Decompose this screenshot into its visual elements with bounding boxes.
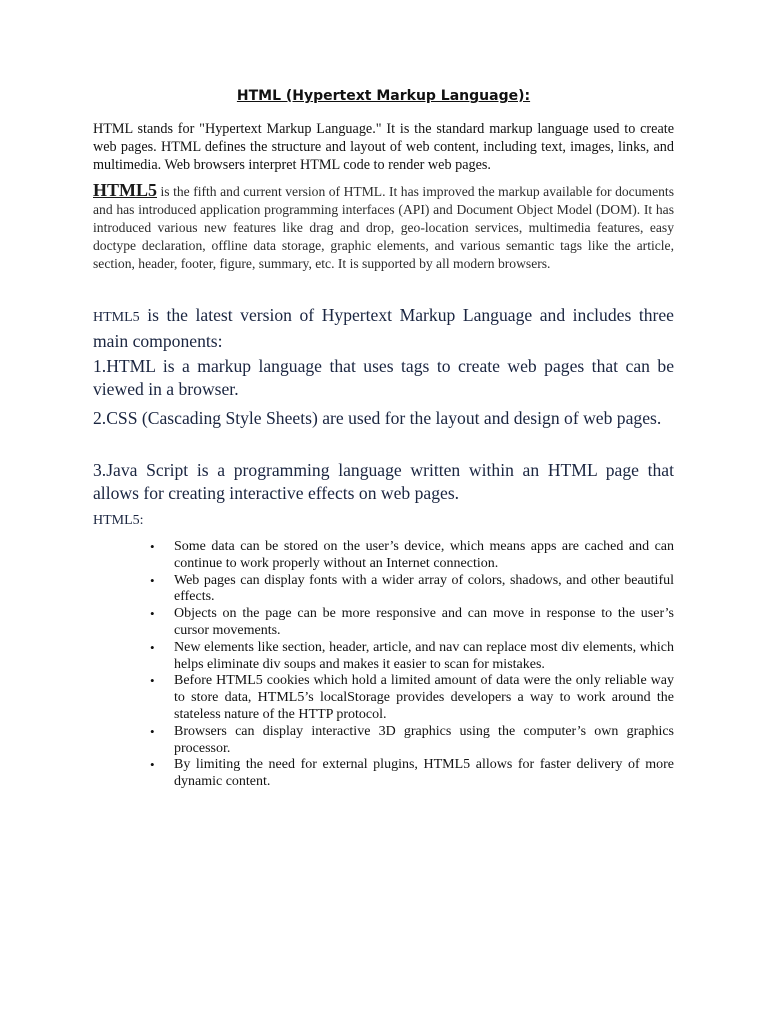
component-javascript-paragraph: 3.Java Script is a programming language written within an HTML page that allows for creating interactive effects on web pages. xyxy=(93,460,674,503)
bullet-icon: • xyxy=(150,606,155,622)
list-item-text: Objects on the page can be more responsive and can move in response to the user’s cursor movements. xyxy=(174,606,674,638)
list-item-text: New elements like section, header, article, and nav can replace most div elements, which helps eliminate div soups and makes it easier to scan for mistakes. xyxy=(174,639,674,672)
list-item xyxy=(93,673,674,723)
document-title: HTML (Hypertext Markup Language): xyxy=(236,88,531,104)
list-item-text: Some data can be stored on the user’s device, which means apps are cached and can continue to work properly without an Internet connection. xyxy=(174,539,674,571)
html5-label: HTML5: xyxy=(93,513,144,528)
list-item xyxy=(93,757,674,791)
list-item xyxy=(93,724,674,758)
latest-text: is the latest version of Hypertext Markup Language and includes three main components: xyxy=(93,305,674,351)
list-item-text: By limiting the need for external plugins, HTML5 allows for faster delivery of more dynamic content. xyxy=(174,757,674,790)
bullet-icon: • xyxy=(150,757,155,773)
bullet-icon: • xyxy=(150,723,155,739)
list-item xyxy=(93,640,674,674)
bullet-icon: • xyxy=(150,673,155,689)
component-css-paragraph: 2.CSS (Cascading Style Sheets) are used for the layout and design of web pages. xyxy=(93,408,662,428)
list-item xyxy=(93,606,674,640)
intro-paragraph: HTML stands for "Hypertext Markup Language." It is the standard markup language used to create web pages. HTML defines the structure and layout of web content, including text, images, links, and multimedia. Web browsers interpret HTML code to render web pages. xyxy=(93,121,674,173)
component-html-paragraph: 1.HTML is a markup language that uses tags to create web pages that can be viewed in a browser. xyxy=(93,356,674,399)
bullet-icon: • xyxy=(150,639,155,655)
latest-version-paragraph xyxy=(93,304,674,352)
document-page xyxy=(93,0,674,1024)
list-item-text: Web pages can display fonts with a wider array of colors, shadows, and other beautiful effects. xyxy=(174,572,674,605)
html5-description: is the fifth and current version of HTML. It has improved the markup available for documents and has introduced application programming interfaces (API) and Document Object Model (DOM). It has introduced various new features like drag and drop, geo-location services, multimedia features, easy doctype declaration, offline data storage, graphic elements, and various semantic tags like the article, section, header, footer, figure, summary, etc. It is supported by all modern browsers. xyxy=(93,184,674,271)
bullet-icon: • xyxy=(150,539,155,554)
latest-prefix: HTML5 xyxy=(93,310,140,325)
html5-heading: HTML5 xyxy=(93,180,158,200)
html5-features-list xyxy=(93,539,674,791)
html5-paragraph xyxy=(93,181,674,273)
list-item xyxy=(93,539,674,573)
bullet-icon: • xyxy=(150,572,155,588)
list-item-text: Before HTML5 cookies which hold a limited amount of data were the only reliable way to store data, HTML5’s localStorage provides developers a way to work around the stateless nature of the HTTP protocol. xyxy=(174,673,674,722)
list-item xyxy=(93,573,674,607)
list-item-text: Browsers can display interactive 3D graphics using the computer’s own graphics processor. xyxy=(174,723,674,756)
